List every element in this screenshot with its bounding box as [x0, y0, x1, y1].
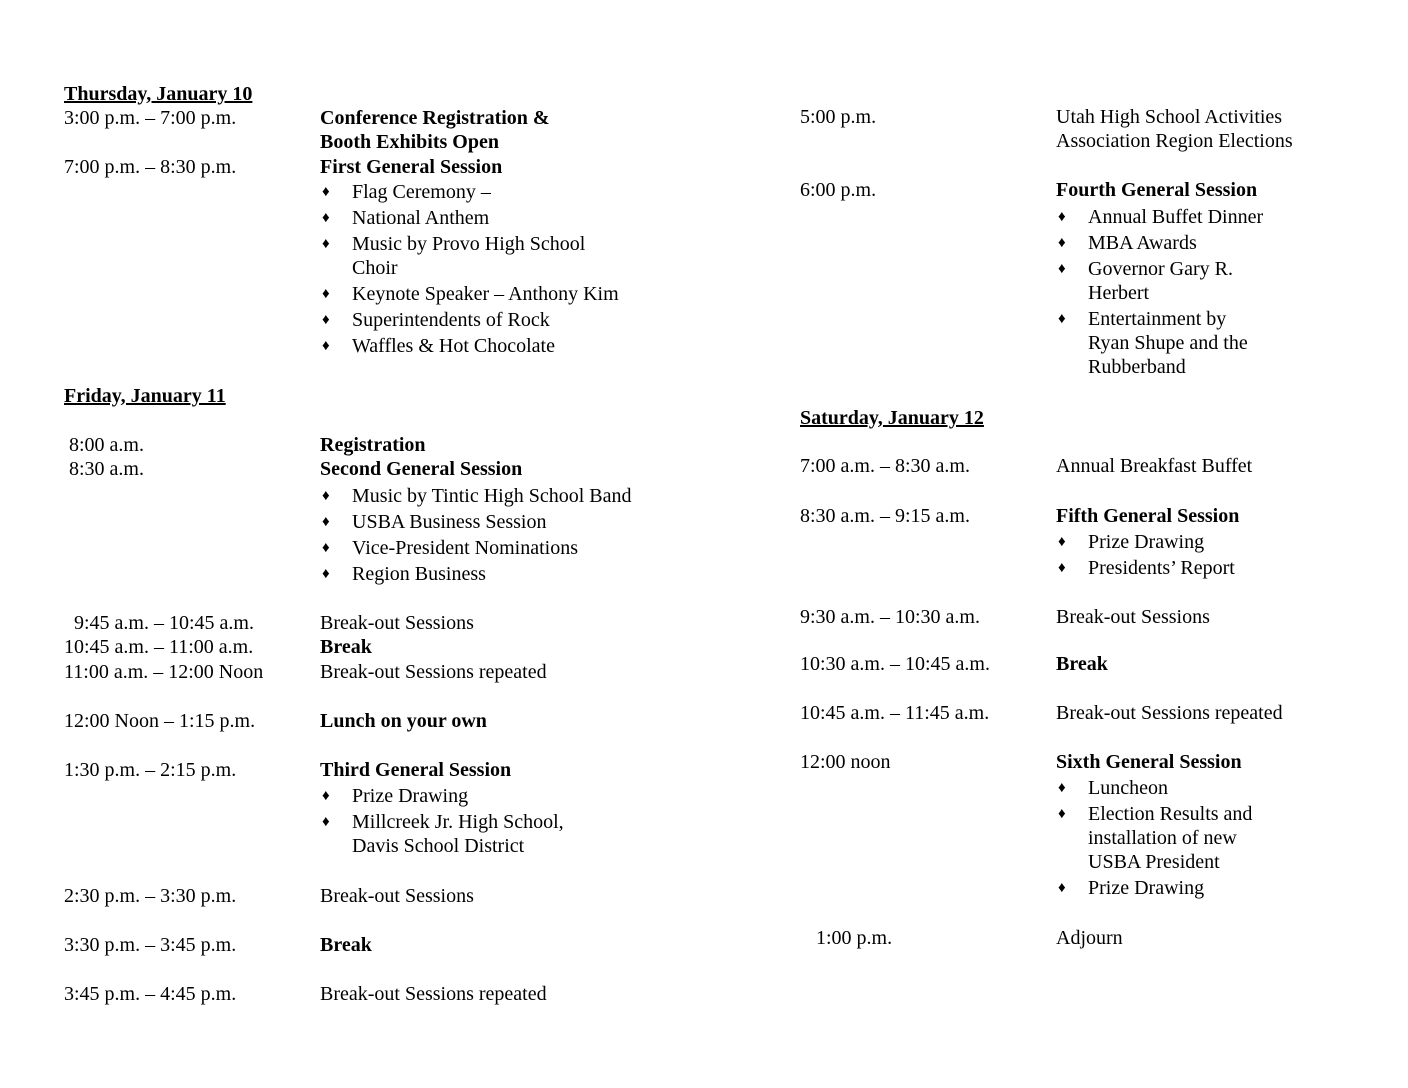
bullet-text: Prize Drawing: [1088, 531, 1205, 553]
diamond-bullet-icon: ♦: [322, 540, 330, 556]
bullet-text: National Anthem: [352, 207, 490, 229]
bullet-item: [1056, 802, 1356, 874]
bullet-text: Election Results and installation of new USBA President: [1088, 803, 1253, 873]
diamond-bullet-icon: ♦: [1058, 806, 1066, 822]
bullet-text: Flag Ceremony –: [352, 181, 491, 203]
bullet-item: [1056, 530, 1356, 554]
bullet-item: [320, 180, 680, 204]
bullet-item: [1056, 556, 1356, 580]
event-title: Break: [320, 934, 372, 956]
bullet-text: Waffles & Hot Chocolate: [352, 335, 555, 357]
bullet-list: [1056, 776, 1356, 902]
time-label: 10:45 a.m. – 11:00 a.m.: [64, 636, 254, 658]
bullet-item: [320, 784, 680, 808]
event-title: Utah High School Activities: [1056, 106, 1283, 128]
diamond-bullet-icon: ♦: [322, 338, 330, 354]
event-title: Break: [1056, 653, 1108, 675]
event-title: Fifth General Session: [1056, 505, 1240, 527]
diamond-bullet-icon: ♦: [322, 514, 330, 530]
bullet-text: Keynote Speaker – Anthony Kim: [352, 283, 619, 305]
bullet-item: [1056, 876, 1356, 900]
time-label: 10:30 a.m. – 10:45 a.m.: [800, 653, 990, 675]
event-title: Third General Session: [320, 759, 512, 781]
time-label: 9:30 a.m. – 10:30 a.m.: [800, 606, 980, 628]
bullet-text: Music by Provo High School Choir: [352, 233, 586, 279]
bullet-text: Region Business: [352, 563, 486, 585]
diamond-bullet-icon: ♦: [322, 488, 330, 504]
bullet-text: MBA Awards: [1088, 232, 1197, 254]
event-title: Fourth General Session: [1056, 179, 1258, 201]
event-title: Registration: [320, 434, 426, 456]
diamond-bullet-icon: ♦: [1058, 311, 1066, 327]
event-title: Lunch on your own: [320, 710, 487, 732]
event-title: Break-out Sessions: [320, 612, 474, 634]
diamond-bullet-icon: ♦: [322, 236, 330, 252]
diamond-bullet-icon: ♦: [1058, 261, 1066, 277]
bullet-text: Entertainment by Ryan Shupe and the Rubberband: [1088, 308, 1248, 378]
bullet-text: Music by Tintic High School Band: [352, 485, 632, 507]
event-title: Annual Breakfast Buffet: [1056, 455, 1253, 477]
time-label: 3:30 p.m. – 3:45 p.m.: [64, 934, 237, 956]
diamond-bullet-icon: ♦: [322, 286, 330, 302]
time-label: 8:00 a.m.: [69, 434, 144, 456]
diamond-bullet-icon: ♦: [322, 566, 330, 582]
diamond-bullet-icon: ♦: [1058, 560, 1066, 576]
time-label: 12:00 noon: [800, 751, 891, 773]
time-label: 8:30 a.m. – 9:15 a.m.: [800, 505, 970, 527]
time-label: 1:00 p.m.: [816, 927, 893, 949]
diamond-bullet-icon: ♦: [322, 814, 330, 830]
diamond-bullet-icon: ♦: [1058, 209, 1066, 225]
event-title: First General Session: [320, 156, 503, 178]
bullet-text: Presidents’ Report: [1088, 557, 1235, 579]
diamond-bullet-icon: ♦: [322, 788, 330, 804]
bullet-text: USBA Business Session: [352, 511, 547, 533]
event-title: Break-out Sessions repeated: [320, 661, 547, 683]
time-label: 10:45 a.m. – 11:45 a.m.: [800, 702, 990, 724]
diamond-bullet-icon: ♦: [322, 312, 330, 328]
time-label: 11:00 a.m. – 12:00 Noon: [64, 661, 264, 683]
bullet-item: [320, 334, 680, 358]
bullet-list: [320, 784, 680, 860]
bullet-list: [1056, 530, 1356, 582]
bullet-text: Luncheon: [1088, 777, 1168, 799]
time-label: 1:30 p.m. – 2:15 p.m.: [64, 759, 237, 781]
bullet-item: [1056, 776, 1356, 800]
event-title: Break-out Sessions: [1056, 606, 1210, 628]
event-title-line2: Association Region Elections: [1056, 130, 1293, 152]
bullet-item: [320, 484, 700, 508]
saturday-heading: Saturday, January 12: [800, 407, 984, 429]
bullet-item: [1056, 257, 1356, 305]
event-title: Conference Registration &: [320, 107, 550, 129]
bullet-text: Prize Drawing: [1088, 877, 1205, 899]
time-label: 7:00 p.m. – 8:30 p.m.: [64, 156, 237, 178]
time-label: 5:00 p.m.: [800, 106, 877, 128]
bullet-text: Prize Drawing: [352, 785, 469, 807]
time-label: 7:00 a.m. – 8:30 a.m.: [800, 455, 970, 477]
bullet-item: [320, 510, 700, 534]
friday-heading: Friday, January 11: [64, 385, 226, 407]
event-title: Break-out Sessions: [320, 885, 474, 907]
time-label: 12:00 Noon – 1:15 p.m.: [64, 710, 256, 732]
diamond-bullet-icon: ♦: [322, 210, 330, 226]
bullet-text: Millcreek Jr. High School, Davis School District: [352, 811, 564, 857]
bullet-item: [320, 810, 680, 858]
bullet-list: [320, 180, 680, 360]
bullet-item: [1056, 231, 1356, 255]
event-title: Adjourn: [1056, 927, 1123, 949]
bullet-item: [320, 232, 680, 280]
diamond-bullet-icon: ♦: [322, 184, 330, 200]
diamond-bullet-icon: ♦: [1058, 235, 1066, 251]
diamond-bullet-icon: ♦: [1058, 880, 1066, 896]
bullet-item: [1056, 205, 1356, 229]
bullet-list: [1056, 205, 1356, 381]
bullet-list: [320, 484, 700, 588]
bullet-item: [320, 206, 680, 230]
bullet-text: Vice-President Nominations: [352, 537, 578, 559]
event-title: Break: [320, 636, 372, 658]
bullet-item: [320, 282, 680, 306]
time-label: 8:30 a.m.: [69, 458, 144, 480]
event-title: Break-out Sessions repeated: [320, 983, 547, 1005]
diamond-bullet-icon: ♦: [1058, 780, 1066, 796]
time-label: 2:30 p.m. – 3:30 p.m.: [64, 885, 237, 907]
event-title: Second General Session: [320, 458, 523, 480]
diamond-bullet-icon: ♦: [1058, 534, 1066, 550]
bullet-text: Governor Gary R. Herbert: [1088, 258, 1233, 304]
bullet-text: Annual Buffet Dinner: [1088, 206, 1264, 228]
thursday-heading: Thursday, January 10: [64, 83, 253, 105]
event-title: Break-out Sessions repeated: [1056, 702, 1283, 724]
bullet-item: [320, 536, 700, 560]
bullet-text: Superintendents of Rock: [352, 309, 550, 331]
event-title-line2: Booth Exhibits Open: [320, 131, 499, 153]
event-title: Sixth General Session: [1056, 751, 1242, 773]
time-label: 3:00 p.m. – 7:00 p.m.: [64, 107, 237, 129]
bullet-item: [320, 308, 680, 332]
time-label: 3:45 p.m. – 4:45 p.m.: [64, 983, 237, 1005]
time-label: 9:45 a.m. – 10:45 a.m.: [74, 612, 254, 634]
time-label: 6:00 p.m.: [800, 179, 877, 201]
bullet-item: [320, 562, 700, 586]
bullet-item: [1056, 307, 1356, 379]
